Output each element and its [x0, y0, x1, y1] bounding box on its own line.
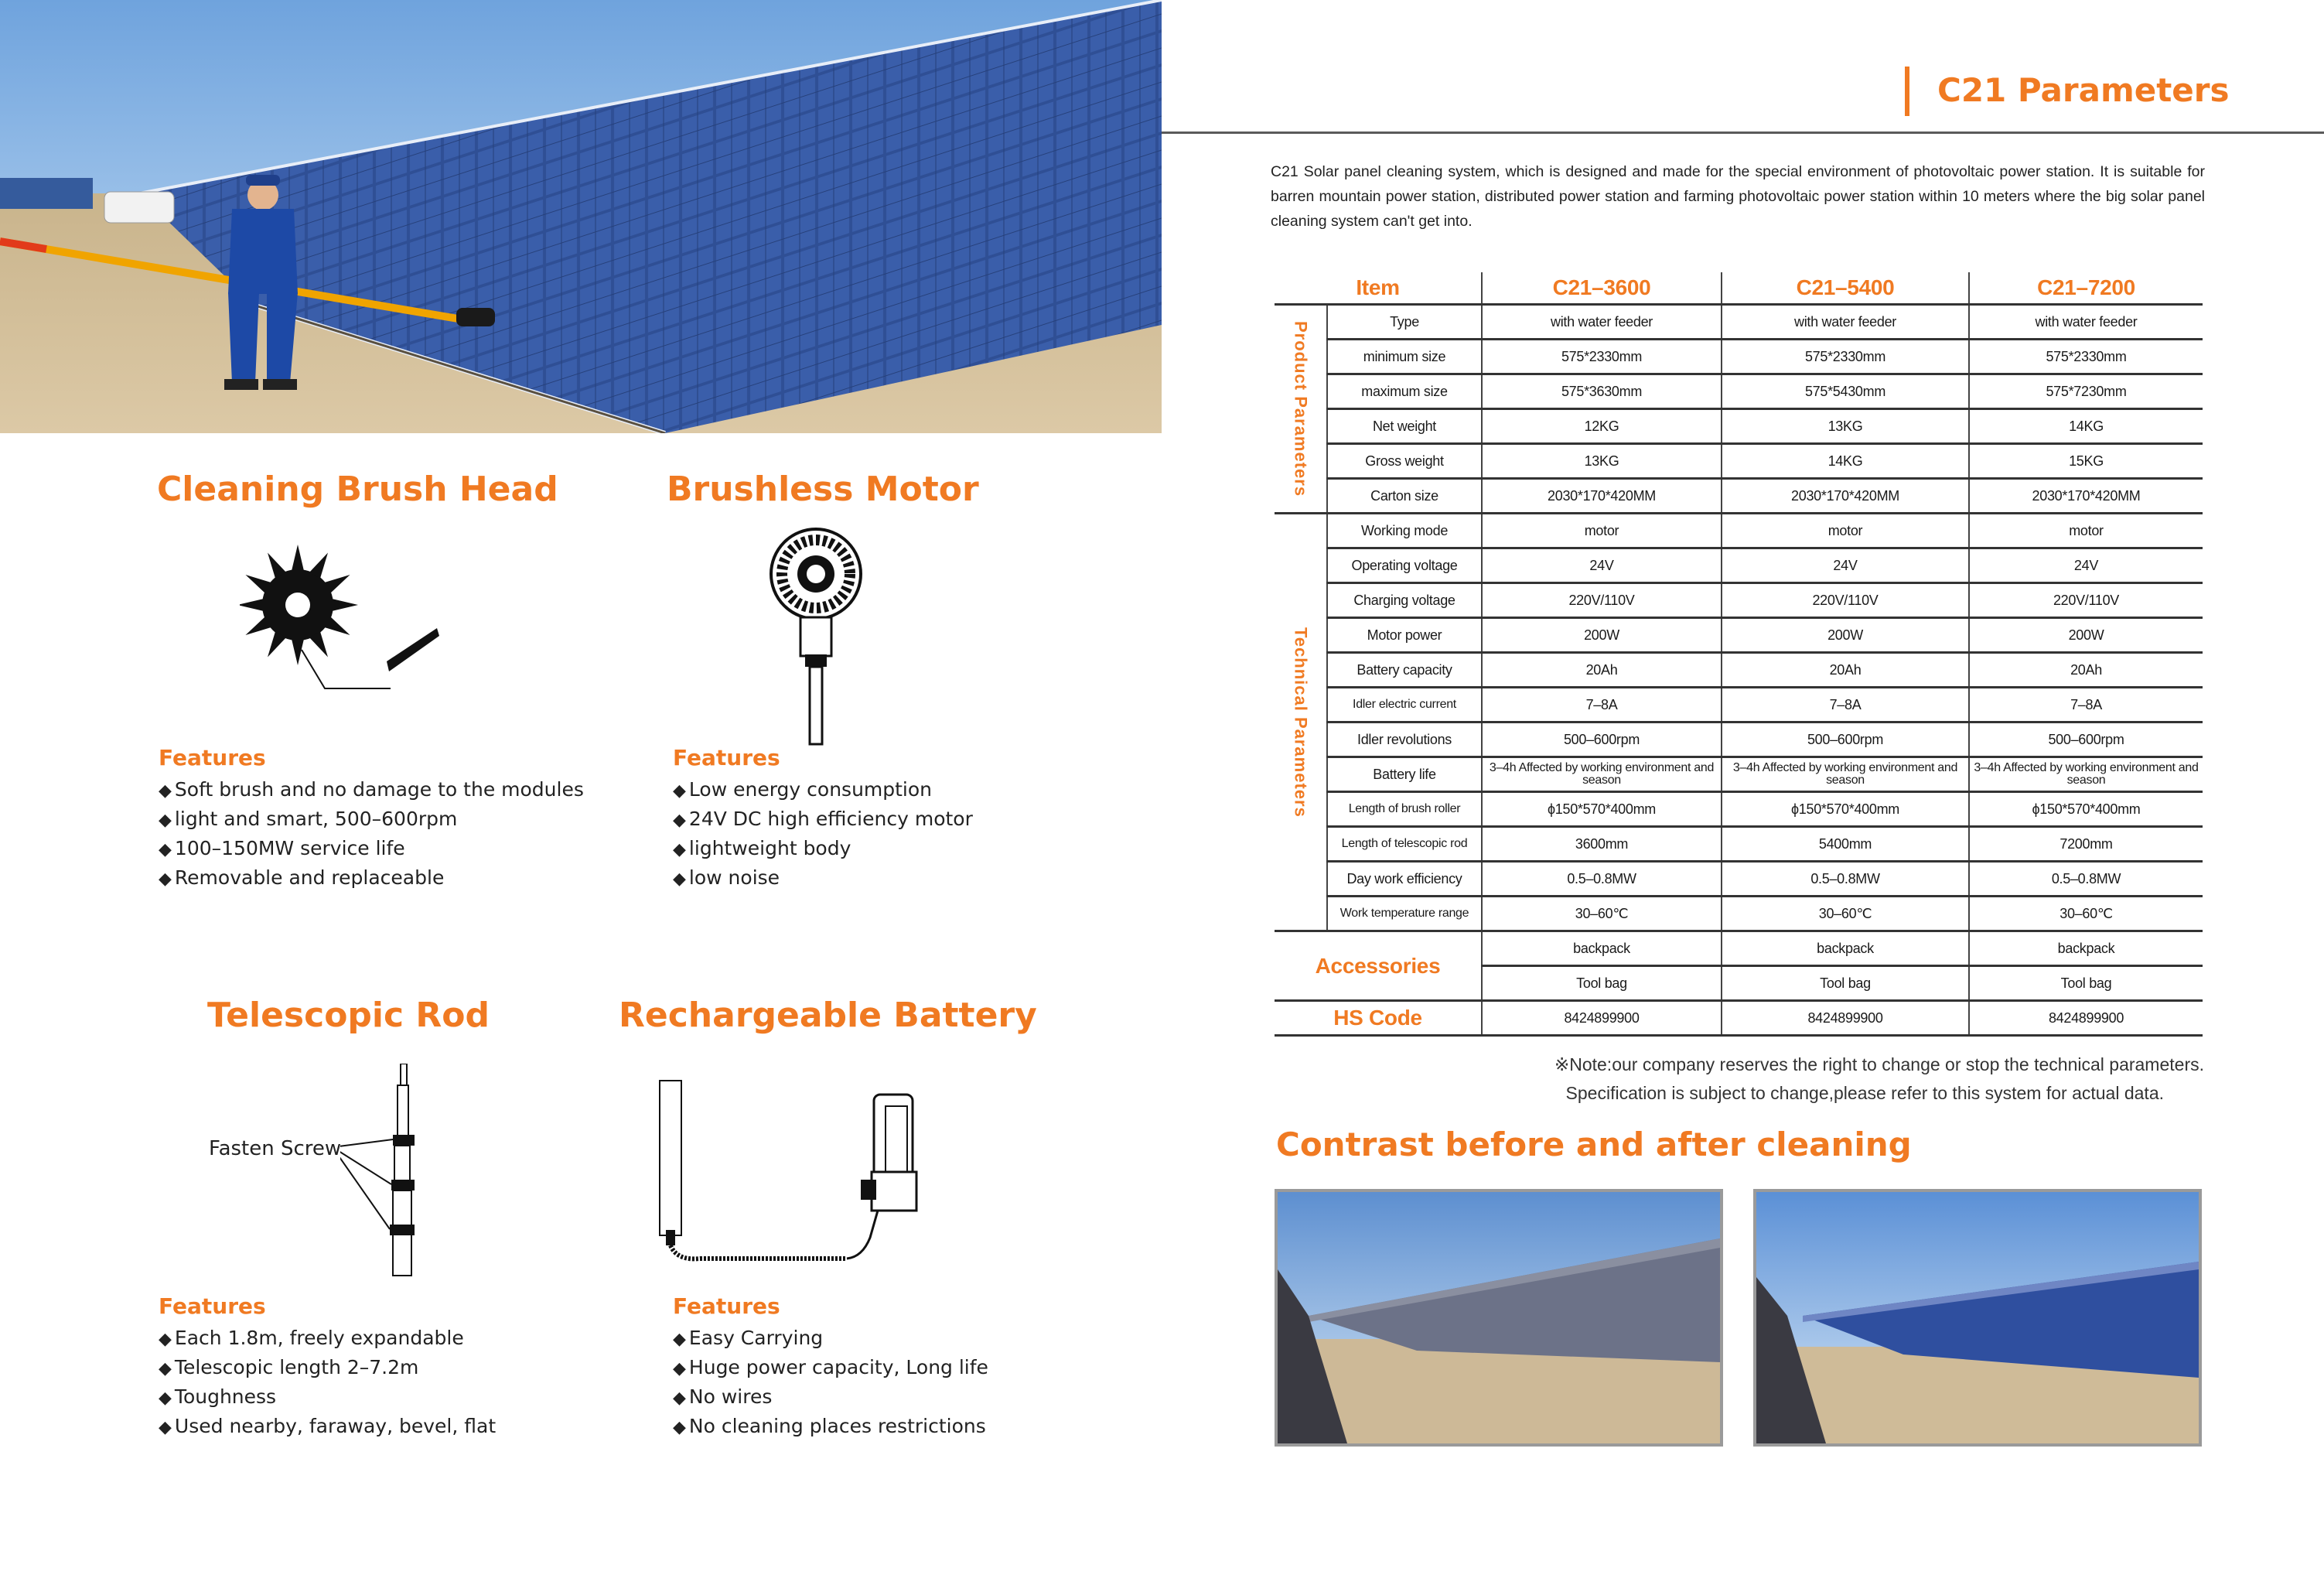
- table-row: [1275, 374, 2203, 409]
- row-label: Day work efficiency: [1327, 862, 1482, 897]
- table-cell: 575*2330mm: [1482, 340, 1722, 374]
- table-cell: 500–600rpm: [1722, 722, 1969, 757]
- accessories-label: Accessories: [1275, 931, 1482, 1001]
- table-cell: 5400mm: [1722, 827, 1969, 862]
- product-parameters-label: Product Parameters: [1275, 305, 1327, 514]
- table-cell: 575*2330mm: [1722, 340, 1969, 374]
- table-cell: 24V: [1482, 548, 1722, 583]
- table-cell: motor: [1722, 514, 1969, 548]
- table-cell: 14KG: [1722, 444, 1969, 479]
- technical-parameters-label: Technical Parameters: [1275, 514, 1327, 931]
- table-row: [1275, 409, 2203, 444]
- table-cell: with water feeder: [1969, 305, 2203, 340]
- list-item: ◆ Removable and replaceable: [159, 864, 584, 893]
- list-item: ◆ Toughness: [159, 1383, 496, 1412]
- list-item: ◆ Each 1.8m, freely expandable: [159, 1324, 496, 1354]
- row-label: Length of brush roller: [1327, 792, 1482, 827]
- brush-head-diagram: [240, 541, 449, 708]
- table-row: [1275, 340, 2203, 374]
- table-cell: 20Ah: [1482, 653, 1722, 688]
- table-row: [1275, 757, 2203, 792]
- brush-features-heading: Features: [159, 745, 266, 770]
- row-label: Gross weight: [1327, 444, 1482, 479]
- table-row: [1275, 827, 2203, 862]
- list-item: ◆ 100–150MW service life: [159, 835, 584, 864]
- table-cell: 0.5–0.8MW: [1482, 862, 1722, 897]
- list-item: ◆ Huge power capacity, Long life: [673, 1354, 988, 1383]
- table-cell: Tool bag: [1482, 966, 1722, 1001]
- table-cell: 200W: [1722, 618, 1969, 653]
- table-cell: 575*7230mm: [1969, 374, 2203, 409]
- table-cell: 0.5–0.8MW: [1722, 862, 1969, 897]
- table-header-row: [1275, 272, 2203, 305]
- table-cell: with water feeder: [1482, 305, 1722, 340]
- table-cell: motor: [1482, 514, 1722, 548]
- list-item: ◆ No wires: [673, 1383, 988, 1412]
- model-header: C21–7200: [1969, 272, 2203, 305]
- motor-title: Brushless Motor: [667, 470, 979, 509]
- table-row: [1275, 618, 2203, 653]
- table-cell: ϕ150*570*400mm: [1969, 792, 2203, 827]
- table-cell: 220V/110V: [1722, 583, 1969, 618]
- table-cell: ϕ150*570*400mm: [1482, 792, 1722, 827]
- row-label: Work temperature range: [1327, 897, 1482, 931]
- row-label: Idler electric current: [1327, 688, 1482, 722]
- table-cell: with water feeder: [1722, 305, 1969, 340]
- battery-title: Rechargeable Battery: [619, 996, 1037, 1035]
- row-label: Length of telescopic rod: [1327, 827, 1482, 862]
- list-item: ◆ Easy Carrying: [673, 1324, 988, 1354]
- rod-features-list: [159, 1324, 496, 1442]
- note: [1454, 1050, 2204, 1108]
- table-cell: 575*2330mm: [1969, 340, 2203, 374]
- list-item: ◆ lightweight body: [673, 835, 973, 864]
- table-row: [1275, 548, 2203, 583]
- table-cell: 3–4h Affected by working environment and season: [1722, 757, 1969, 792]
- row-label: maximum size: [1327, 374, 1482, 409]
- table-row: [1275, 722, 2203, 757]
- row-label: Working mode: [1327, 514, 1482, 548]
- telescopic-rod-diagram: [340, 1064, 464, 1284]
- parameters-table: [1275, 272, 2203, 1037]
- model-header: C21–3600: [1482, 272, 1722, 305]
- table-row: [1275, 305, 2203, 340]
- list-item: ◆ Telescopic length 2–7.2m: [159, 1354, 496, 1383]
- table-cell: 7–8A: [1722, 688, 1969, 722]
- table-cell: 8424899900: [1482, 1001, 1722, 1036]
- list-item: ◆ 24V DC high efficiency motor: [673, 805, 973, 835]
- table-cell: 500–600rpm: [1969, 722, 2203, 757]
- table-cell: 13KG: [1722, 409, 1969, 444]
- table-cell: 12KG: [1482, 409, 1722, 444]
- table-cell: 8424899900: [1969, 1001, 2203, 1036]
- table-cell: 15KG: [1969, 444, 2203, 479]
- table-cell: 20Ah: [1969, 653, 2203, 688]
- row-label: Operating voltage: [1327, 548, 1482, 583]
- item-header: Item: [1275, 272, 1482, 305]
- table-row: [1275, 897, 2203, 931]
- table-cell: 30–60℃: [1969, 897, 2203, 931]
- note-line: Specification is subject to change,please refer to this system for actual data.: [1565, 1083, 2164, 1103]
- before-cleaning-photo: [1275, 1189, 1723, 1447]
- table-cell: 30–60℃: [1722, 897, 1969, 931]
- table-cell: Tool bag: [1722, 966, 1969, 1001]
- header-rule: [1162, 132, 2324, 134]
- table-cell: 575*3630mm: [1482, 374, 1722, 409]
- row-label: Net weight: [1327, 409, 1482, 444]
- brush-title: Cleaning Brush Head: [157, 470, 558, 509]
- table-cell: 3–4h Affected by working environment and season: [1482, 757, 1722, 792]
- rod-title: Telescopic Rod: [207, 996, 490, 1035]
- table-cell: 8424899900: [1722, 1001, 1969, 1036]
- table-row: [1275, 792, 2203, 827]
- table-row: [1275, 653, 2203, 688]
- row-label: Motor power: [1327, 618, 1482, 653]
- table-cell: 3–4h Affected by working environment and season: [1969, 757, 2203, 792]
- row-label: Battery capacity: [1327, 653, 1482, 688]
- table-cell: 2030*170*420MM: [1722, 479, 1969, 514]
- table-cell: 30–60℃: [1482, 897, 1722, 931]
- table-cell: 20Ah: [1722, 653, 1969, 688]
- row-label: minimum size: [1327, 340, 1482, 374]
- list-item: ◆ Soft brush and no damage to the modules: [159, 776, 584, 805]
- table-cell: backpack: [1969, 931, 2203, 966]
- battery-features-list: [673, 1324, 988, 1442]
- brushless-motor-diagram: [762, 526, 870, 754]
- table-body: [1275, 305, 2203, 1036]
- row-label: Carton size: [1327, 479, 1482, 514]
- table-cell: ϕ150*570*400mm: [1722, 792, 1969, 827]
- intro-paragraph: C21 Solar panel cleaning system, which is designed and made for the special environment of photovoltaic power station. It is suitable for barren mountain power station, distributed power station and farming photovoltaic power station within 10 meters where the big solar panel cleaning system can't get into.: [1271, 163, 2205, 230]
- table-cell: 0.5–0.8MW: [1969, 862, 2203, 897]
- table-cell: 220V/110V: [1969, 583, 2203, 618]
- hero-photo: [0, 0, 1162, 433]
- model-header: C21–5400: [1722, 272, 1969, 305]
- motor-features-heading: Features: [673, 745, 780, 770]
- after-cleaning-photo: [1753, 1189, 2202, 1447]
- table-row: [1275, 444, 2203, 479]
- row-label: Type: [1327, 305, 1482, 340]
- table-row: [1275, 583, 2203, 618]
- contrast-title: Contrast before and after cleaning: [1276, 1126, 1912, 1163]
- table-cell: 7–8A: [1969, 688, 2203, 722]
- list-item: ◆ No cleaning places restrictions: [673, 1412, 988, 1442]
- battery-features-heading: Features: [673, 1293, 780, 1319]
- table-cell: 7200mm: [1969, 827, 2203, 862]
- table-cell: 14KG: [1969, 409, 2203, 444]
- table-cell: 500–600rpm: [1482, 722, 1722, 757]
- table-row: [1275, 479, 2203, 514]
- list-item: ◆ light and smart, 500–600rpm: [159, 805, 584, 835]
- motor-features-list: [673, 776, 973, 893]
- table-row: [1275, 514, 2203, 548]
- rechargeable-battery-diagram: [654, 1079, 947, 1284]
- row-label: Battery life: [1327, 757, 1482, 792]
- table-cell: 220V/110V: [1482, 583, 1722, 618]
- table-cell: 2030*170*420MM: [1969, 479, 2203, 514]
- table-cell: Tool bag: [1969, 966, 2203, 1001]
- table-cell: 7–8A: [1482, 688, 1722, 722]
- table-cell: 200W: [1482, 618, 1722, 653]
- row-label: Charging voltage: [1327, 583, 1482, 618]
- table-row: [1275, 931, 2203, 966]
- table-row: [1275, 1001, 2203, 1036]
- table-cell: 24V: [1722, 548, 1969, 583]
- table-cell: 200W: [1969, 618, 2203, 653]
- hs-code-label: HS Code: [1275, 1001, 1482, 1036]
- table-cell: 575*5430mm: [1722, 374, 1969, 409]
- list-item: ◆ Used nearby, faraway, bevel, flat: [159, 1412, 496, 1442]
- header-accent-bar: [1905, 67, 1909, 116]
- fasten-screw-label: Fasten Screw: [209, 1137, 342, 1160]
- brush-features-list: [159, 776, 584, 893]
- list-item: ◆ low noise: [673, 864, 973, 893]
- page-title: C21 Parameters: [1937, 71, 2230, 109]
- table-cell: 24V: [1969, 548, 2203, 583]
- table-cell: 3600mm: [1482, 827, 1722, 862]
- table-row: [1275, 862, 2203, 897]
- table-cell: motor: [1969, 514, 2203, 548]
- note-line: ※Note:our company reserves the right to change or stop the technical parameters.: [1554, 1054, 2204, 1074]
- table-cell: backpack: [1722, 931, 1969, 966]
- table-cell: backpack: [1482, 931, 1722, 966]
- list-item: ◆ Low energy consumption: [673, 776, 973, 805]
- rod-features-heading: Features: [159, 1293, 266, 1319]
- row-label: Idler revolutions: [1327, 722, 1482, 757]
- table-cell: 13KG: [1482, 444, 1722, 479]
- table-cell: 2030*170*420MM: [1482, 479, 1722, 514]
- table-row: [1275, 688, 2203, 722]
